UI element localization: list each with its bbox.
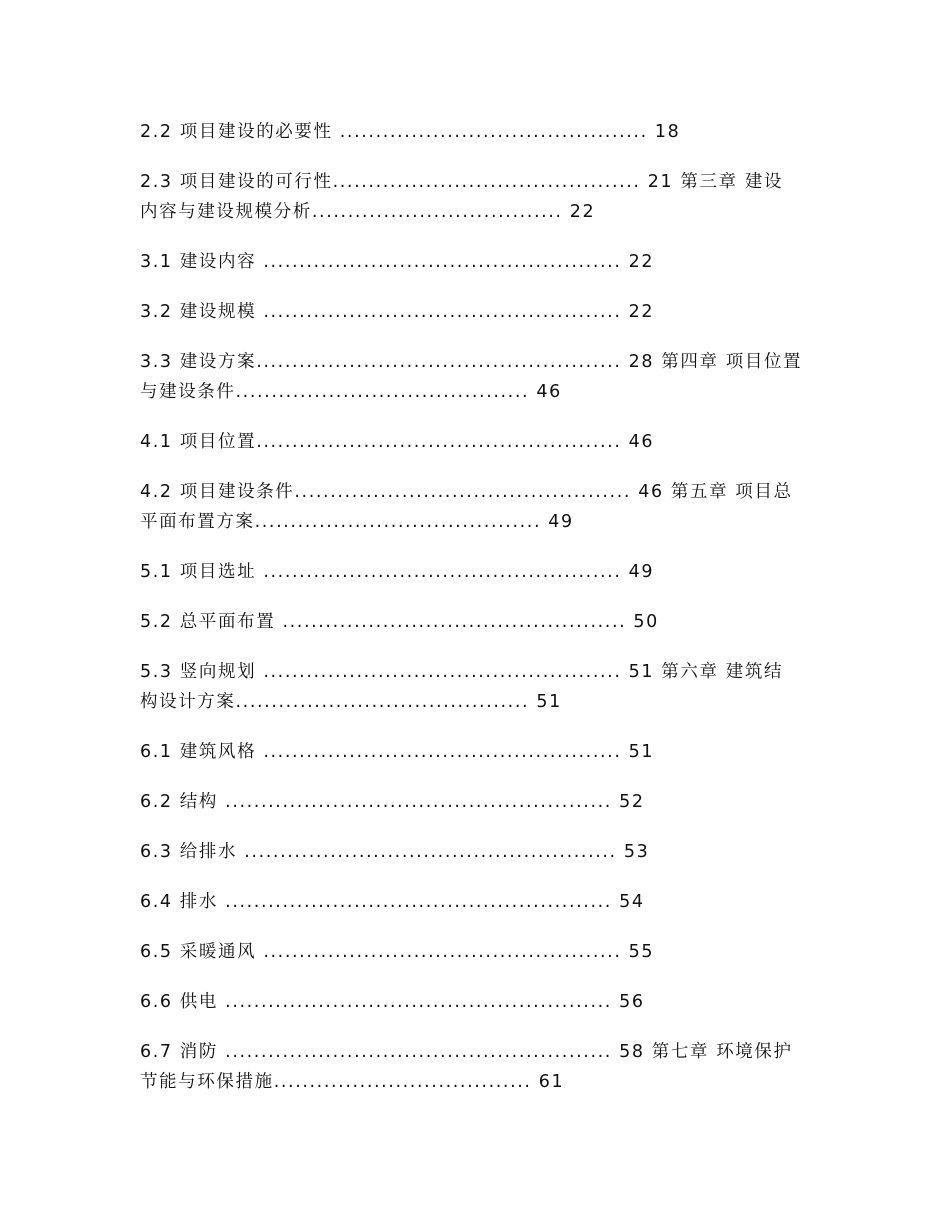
toc-line: 4.2 项目建设条件............................................... 46 第五章 项目总 [140,482,793,502]
toc-entry-5-2 [140,607,820,637]
toc-line: 3.3 建设方案................................................... 28 第四章 项目位置 [140,352,803,372]
toc-entry-3-2 [140,297,820,327]
toc-entry-6-1 [140,737,820,767]
toc-entry-5-3 [140,657,820,717]
toc-line: 与建设条件......................................... 46 [140,382,562,402]
table-of-contents [140,117,820,1117]
toc-entry-6-3 [140,837,820,867]
toc-line: 4.1 项目位置................................................... 46 [140,432,655,452]
toc-entry-4-1 [140,427,820,457]
toc-line: 6.4 排水 ...................................................... 54 [140,892,645,912]
toc-entry-4-2 [140,477,820,537]
toc-line: 2.2 项目建设的必要性 ........................................... 18 [140,122,681,142]
toc-entry-2-3 [140,167,820,227]
toc-line: 6.6 供电 ...................................................... 56 [140,992,645,1012]
toc-line: 平面布置方案........................................ 49 [140,512,574,532]
toc-entry-6-6 [140,987,820,1017]
toc-line: 5.2 总平面布置 ................................................ 50 [140,612,659,632]
toc-line: 5.1 项目选址 .................................................. 49 [140,562,655,582]
toc-entry-2-2 [140,117,820,147]
toc-entry-3-1 [140,247,820,277]
toc-line: 5.3 竖向规划 .................................................. 51 第六章 建筑结 [140,662,784,682]
toc-entry-3-3 [140,347,820,407]
toc-line: 6.5 采暖通风 .................................................. 55 [140,942,655,962]
toc-entry-6-4 [140,887,820,917]
toc-entry-6-2 [140,787,820,817]
toc-line: 构设计方案......................................... 51 [140,692,562,712]
toc-line: 2.3 项目建设的可行性........................................... 21 第三章 建设 [140,172,784,192]
toc-line: 3.1 建设内容 .................................................. 22 [140,252,655,272]
toc-entry-6-7 [140,1037,820,1097]
toc-entry-5-1 [140,557,820,587]
toc-line: 6.2 结构 ...................................................... 52 [140,792,645,812]
toc-line: 内容与建设规模分析................................... 22 [140,202,596,222]
toc-line: 6.7 消防 ...................................................... 58 第七章 环境保护 [140,1042,793,1062]
toc-line: 6.3 给排水 .................................................... 53 [140,842,650,862]
toc-entry-6-5 [140,937,820,967]
toc-line: 3.2 建设规模 .................................................. 22 [140,302,655,322]
toc-line: 6.1 建筑风格 .................................................. 51 [140,742,655,762]
toc-line: 节能与环保措施.................................... 61 [140,1072,565,1092]
